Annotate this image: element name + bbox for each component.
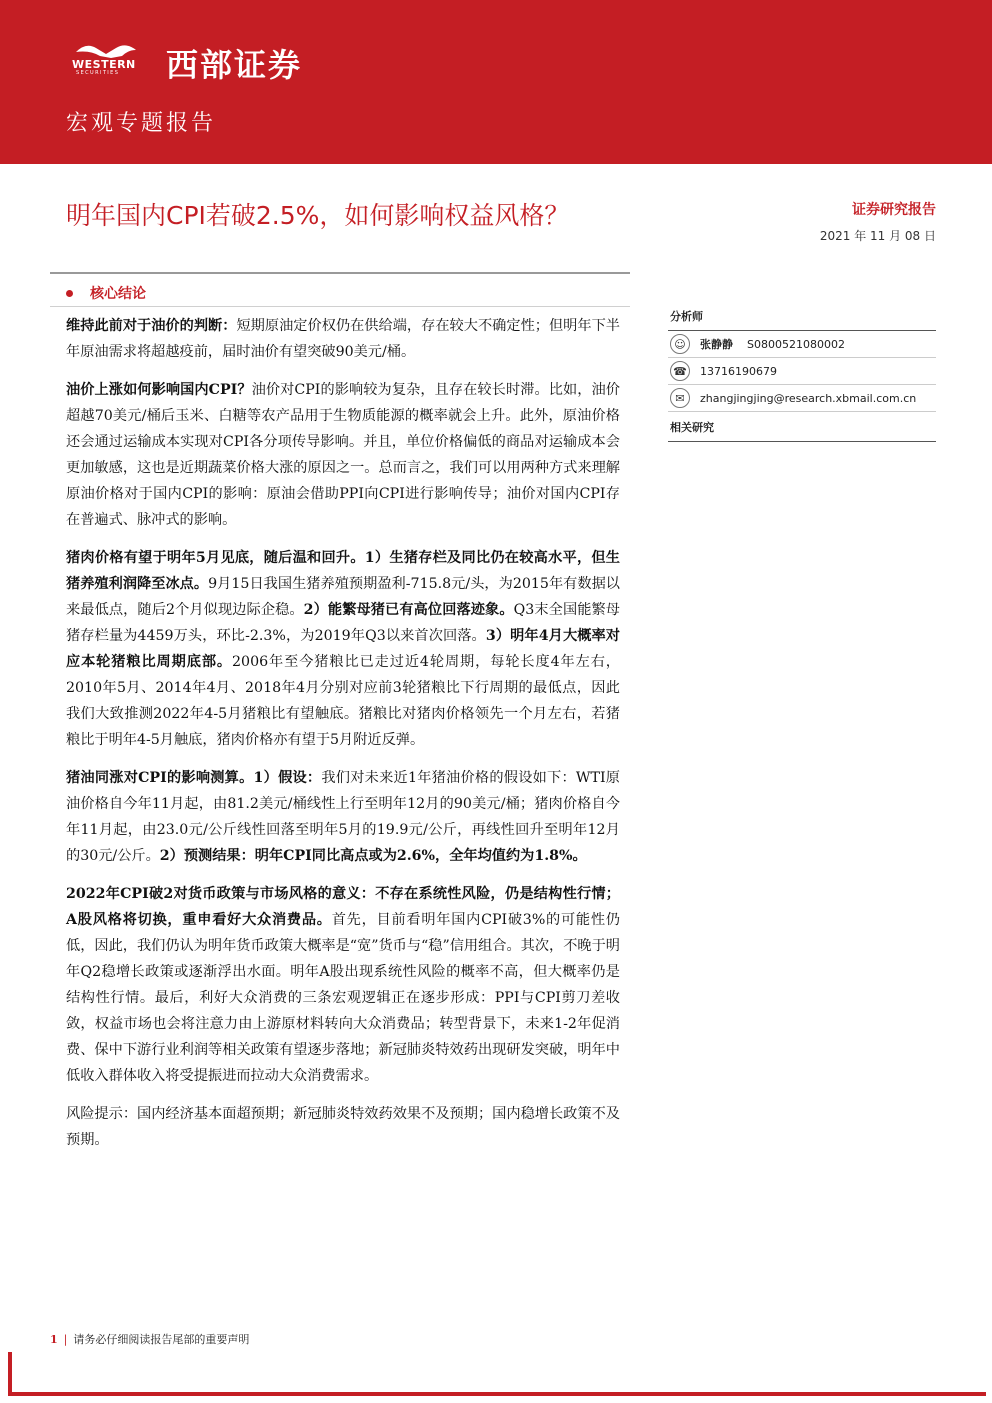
paragraph-lead: 猪油同涨对CPI的影响测算。1）假设：: [66, 770, 322, 786]
paragraph-estimate: [66, 765, 620, 869]
section-divider-thin: [50, 306, 630, 307]
paragraph-lead: 维持此前对于油价的判断：: [66, 318, 237, 334]
paragraph-policy: [66, 881, 620, 1089]
paragraph-lead-3: 3）明年4月大概率对应本轮猪粮比周期底部。: [66, 628, 620, 670]
doc-type: 证券研究报告: [852, 202, 936, 218]
paragraph-text: 首先，目前看明年国内CPI破3%的可能性仍低，因此，我们仍认为明年货币政策大概率是“宽”货币与“稳”信用组合。其次，不晚于明年Q2稳增长政策或逐渐浮出水面。明年A股出现系统性风险的概率不高，但大概率仍是结构性行情。最后，利好大众消费的三条宏观逻辑正在逐步形成：PPI与CPI剪刀差收敛，权益市场也会将注意力由上游原材料转向大众消费品；转型背景下，未来1-2年促消费、保中下游行业利润等相关政策有望逐步落地；新冠肺炎特效药出现研发突破，明年中低收入群体收入将受提振进而拉动大众消费需求。: [66, 912, 620, 1084]
analyst-sidebar: [668, 304, 936, 442]
brand-en: WESTERN: [72, 58, 136, 71]
corner-decoration-vertical: [8, 1352, 12, 1396]
paragraph-text: 我们对未来近1年猪油价格的假设如下：WTI原油价格自今年11月起，由81.2美元/桶线性上行至明年12月的90美元/桶；猪肉价格自今年11月起，由23.0元/公斤线性回落至明年5月的19.9元/公斤，再线性回升至明年12月的30元/公斤。: [66, 770, 620, 864]
brand-cn: 西部证券: [166, 46, 303, 84]
paragraph-text: 短期原油定价权仍在供给端，存在较大不确定性；但明年下半年原油需求将超越疫前，届时油价有望突破90美元/桶。: [66, 318, 620, 360]
analyst-email[interactable]: zhangjingjing@research.xbmail.com.cn: [700, 391, 917, 405]
paragraph-text: 油价对CPI的影响较为复杂，且存在较长时滞。比如，油价超越70美元/桶后玉米、白糖等农产品用于生物质能源的概率就会上升。此外，原油价格还会通过运输成本实现对CPI各分项传导影响。并且，单位价格偏低的商品对运输成本会更加敏感，这也是近期蔬菜价格大涨的原因之一。总而言之，我们可以用两种方式来理解原油价格对于国内CPI的影响：原油会借助PPI向CPI进行影响传导；油价对国内CPI存在普遍式、脉冲式的影响。: [66, 382, 620, 528]
page-number: 1: [50, 1333, 58, 1346]
analyst-phone-row: [668, 358, 936, 385]
analyst-email-row: [668, 385, 936, 412]
footer-separator: |: [63, 1333, 68, 1346]
paragraph-oil-judgement: [66, 313, 620, 365]
report-date: 2021 年 11 月 08 日: [819, 229, 936, 243]
phone-icon: ☎: [670, 361, 690, 381]
paragraph-lead: 2022年CPI破2对货币政策与市场风格的意义：不存在系统性风险，仍是结构性行情；A股风格将切换，重申看好大众消费品。: [66, 886, 620, 928]
analyst-name-row: [668, 331, 936, 358]
paragraph-pork: [66, 545, 620, 753]
paragraph-lead-2: 2）能繁母猪已有高位回落迹象。: [303, 602, 514, 618]
paragraph-text-2: Q3末全国能繁母猪存栏量为4459万头，环比-2.3%，为2019年Q3以来首次回落。: [66, 602, 620, 644]
footer-notice: 请务必仔细阅读报告尾部的重要声明: [73, 1333, 250, 1346]
bullet-dot-icon: [66, 290, 73, 297]
mail-icon: ✉: [670, 388, 690, 408]
paragraph-lead-2: 2）预测结果：明年CPI同比高点或为2.6%，全年均值约为1.8%。: [159, 848, 587, 864]
analyst-heading: 分析师: [668, 304, 936, 331]
analyst-name: 张静静: [700, 338, 733, 351]
person-icon: ☺: [670, 334, 690, 354]
report-category: 宏观专题报告: [66, 111, 217, 136]
paragraph-text: 9月15日我国生猪养殖预期盈利-715.8元/头，为2015年有数据以来最低点，随后2个月似现边际企稳。: [66, 576, 620, 618]
paragraph-text: 风险提示：国内经济基本面超预期；新冠肺炎特效药效果不及预期；国内稳增长政策不及预期。: [66, 1106, 620, 1148]
paragraph-text-3: 2006年至今猪粮比已走过近4轮周期，每轮长度4年左右，2010年5月、2014年4月、2018年4月分别对应前3轮猪粮比下行周期的最低点，因此我们大致推测2022年4-5月猪粮比有望触底。猪粮比对猪肉价格领先一个月左右，若猪粮比于明年4-5月触底，猪肉价格亦有望于5月附近反弹。: [66, 654, 620, 748]
section-divider: [50, 272, 630, 274]
paragraph-risk: [66, 1101, 620, 1153]
page-footer: [50, 1331, 249, 1347]
page-title: 明年国内CPI若破2.5%，如何影响权益风格？: [66, 201, 570, 230]
brand-en-sub: SECURITIES: [76, 70, 120, 76]
corner-decoration-horizontal: [8, 1392, 986, 1396]
section-heading: 核心结论: [90, 286, 146, 302]
header-banner: [0, 0, 992, 164]
report-body: [66, 313, 620, 1165]
analyst-phone: 13716190679: [700, 364, 777, 378]
paragraph-lead: 油价上涨如何影响国内CPI？: [66, 382, 252, 398]
paragraph-lead: 猪肉价格有望于明年5月见底，随后温和回升。1）生猪存栏及同比仍在较高水平，但生猪养殖利润降至冰点。: [66, 550, 620, 592]
analyst-id: S0800521080002: [747, 337, 845, 351]
related-research-heading: 相关研究: [668, 412, 936, 442]
paragraph-oil-cpi: [66, 377, 620, 533]
